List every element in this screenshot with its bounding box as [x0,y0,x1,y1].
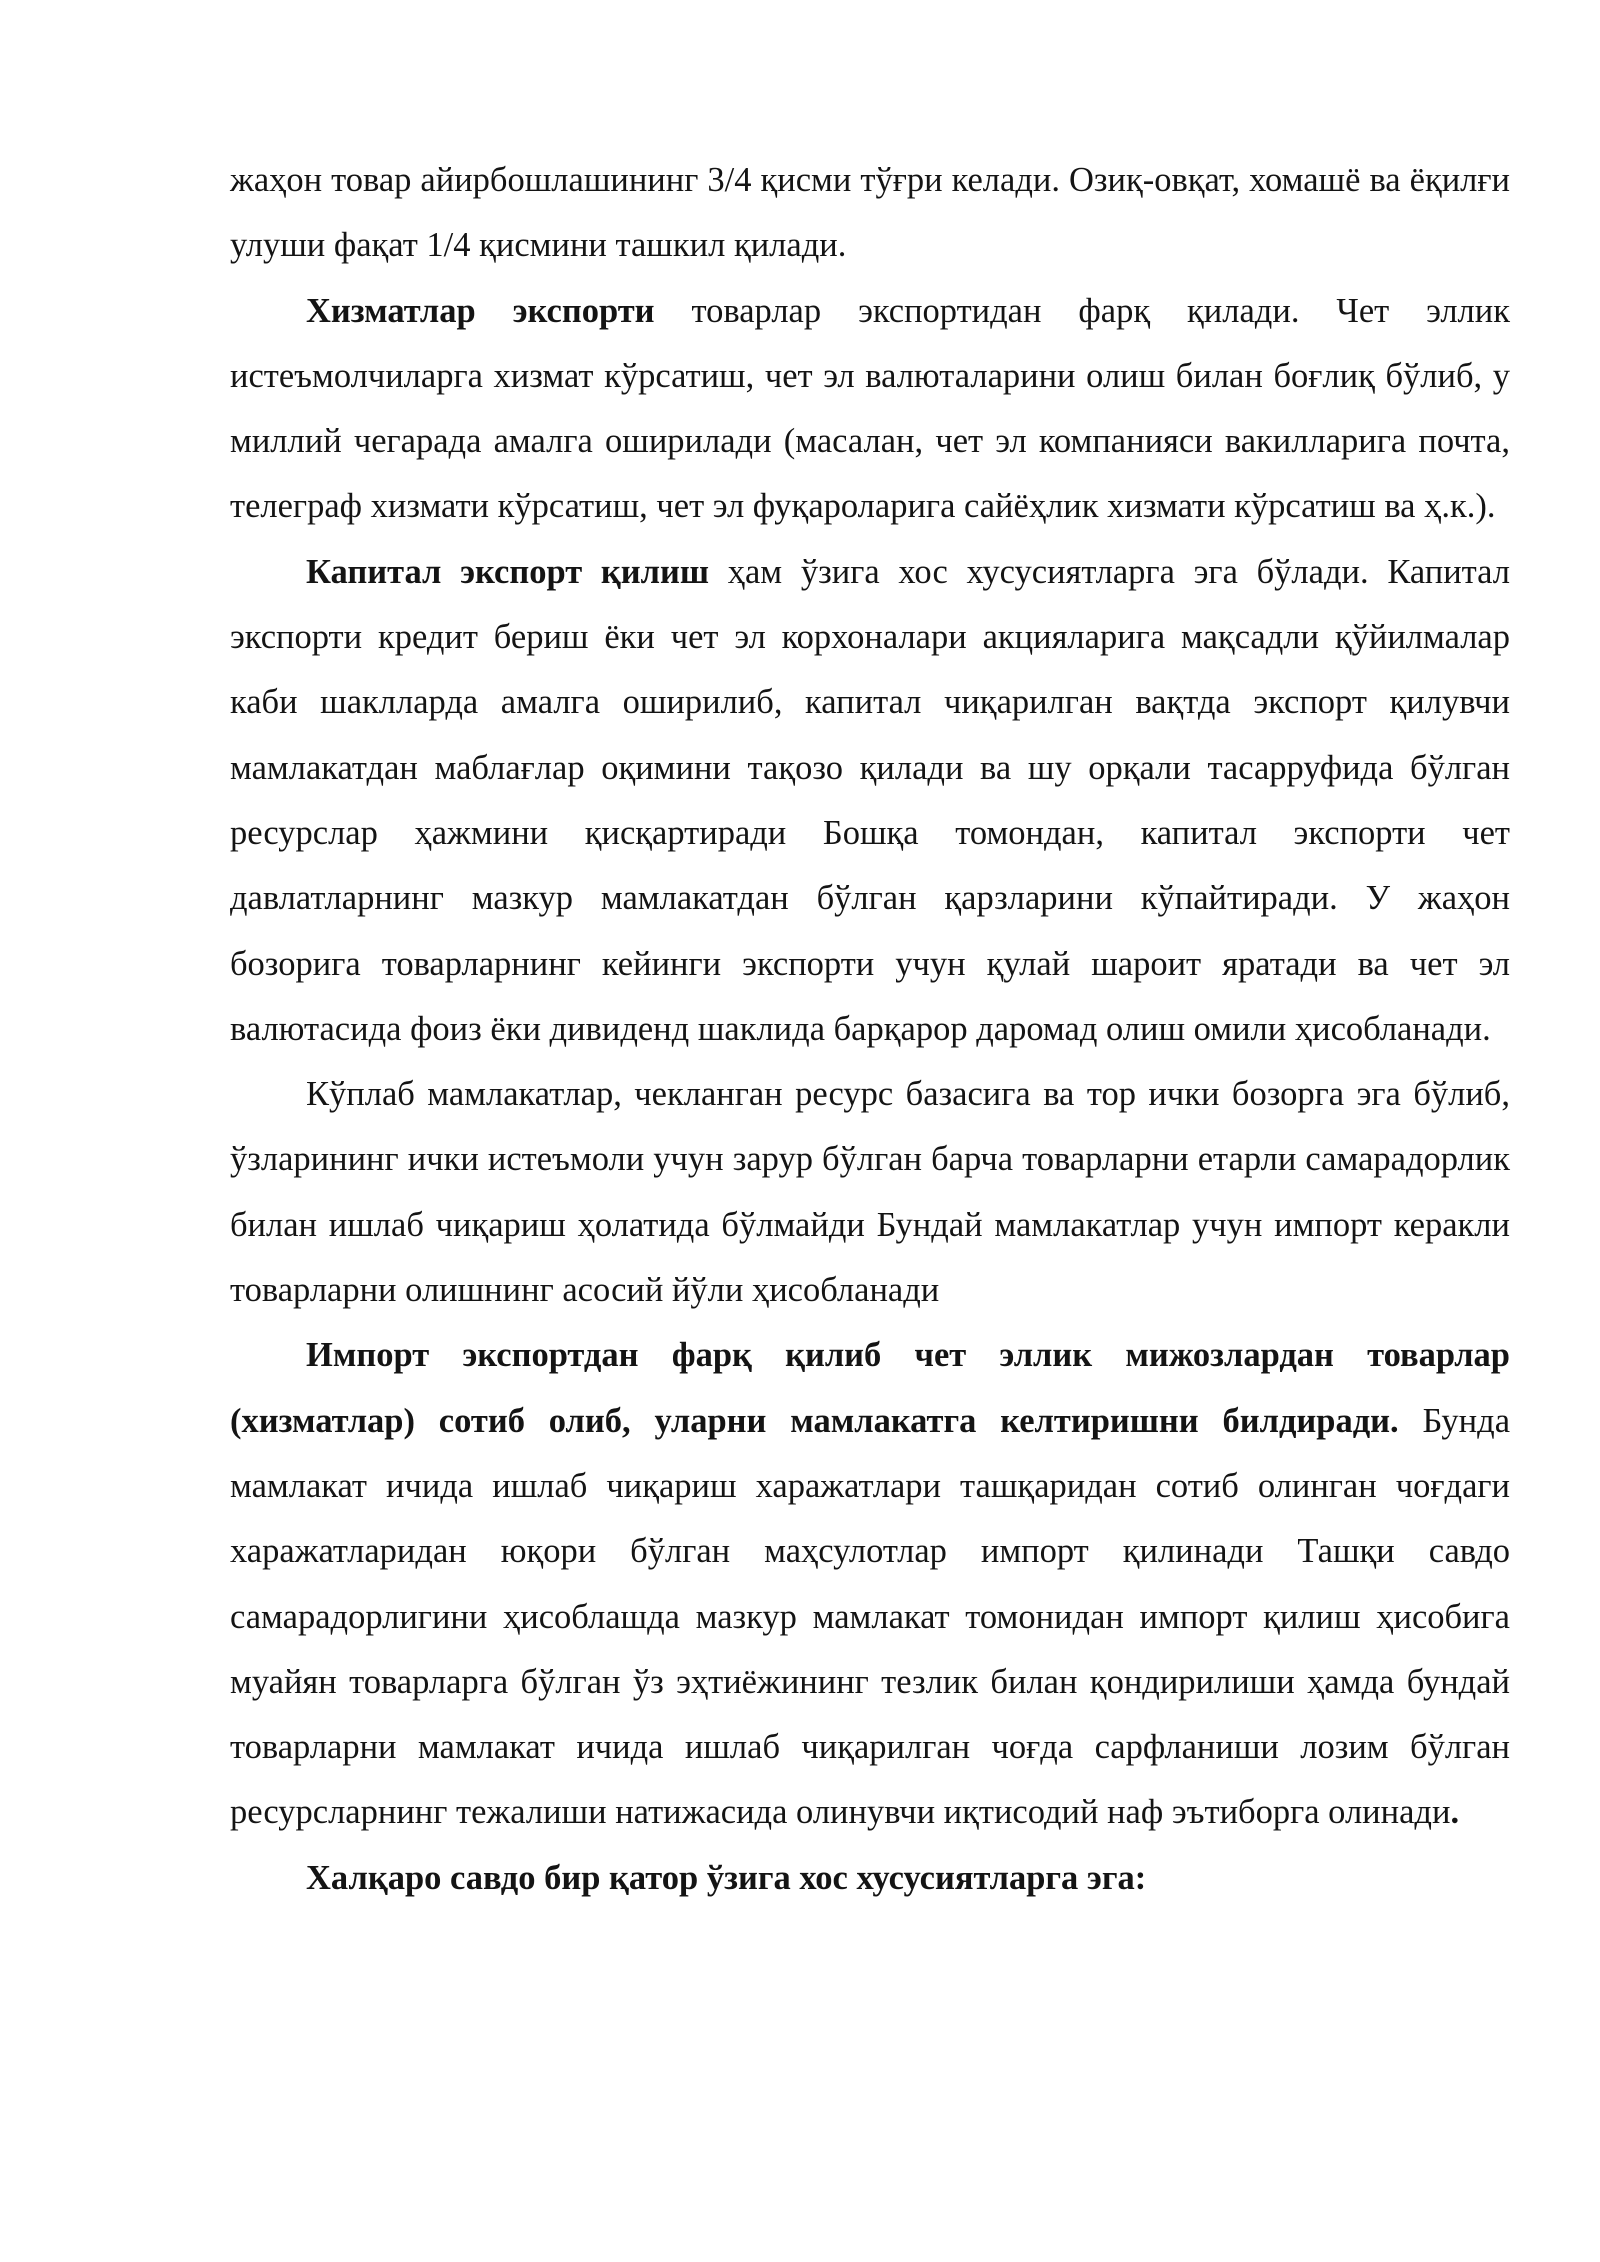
closing-period: . [1450,1793,1460,1832]
paragraph-text: товарлар экспортидан фарқ қилади. Чет эллик истеъмолчиларга хизмат кўрсатиш, чет эл валюталарини олиш билан боғлиқ бўлиб, у миллий чегарада амалга оширилади (масалан, чет эл компанияси вакилларига почта, телеграф хизмати кўрсатиш, чет эл фуқароларига сайёҳлик хизмати кўрсатиш ва ҳ.к.). [230,291,1510,526]
paragraph-5 [230,1323,1510,1845]
paragraph-1 [230,148,1510,279]
body-text [230,148,1510,1911]
paragraph-text: Кўплаб мамлакатлар, чекланган ресурс базасига ва тор ички бозорга эга бўлиб, ўзларининг ички истеъмоли учун зарур бўлган барча товарларни етарли самарадорлик билан ишлаб чиқариш ҳолатида бўлмайди Бундай мамлакатлар учун импорт керакли товарларни олишнинг асосий йўли ҳисобланади [230,1075,1510,1310]
section-heading: Халқаро савдо бир қатор ўзига хос хусусиятларга эга: [306,1858,1147,1897]
paragraph-2 [230,279,1510,540]
term-services-export: Хизматлар экспорти [306,291,655,330]
paragraph-text: ҳам ўзига хос хусусиятларга эга бўлади. Капитал экспорти кредит бериш ёки чет эл корхоналари акцияларига мақсадли қўйилмалар каби шаклларда амалга оширилиб, капитал чиқарилган вақтда экспорт қилувчи мамлакатдан маблағлар оқимини тақозо қилади ва шу орқали тасарруфида бўлган ресурслар ҳажмини қисқартиради Бошқа томондан, капитал экспорти чет давлатларнинг мазкур мамлакатдан бўлган қарзларини кўпайтиради. У жаҳон бозорига товарларнинг кейинги экспорти учун қулай шароит яратади ва чет эл валютасида фоиз ёки дивиденд шаклида барқарор даромад олиш омили ҳисобланади. [230,552,1510,1048]
term-import-definition: Импорт экспортдан фарқ қилиб чет эллик мижозлардан товарлар (хизматлар) сотиб олиб, уларни мамлакатга келтиришни билдиради. [230,1336,1510,1440]
paragraph-3 [230,540,1510,1062]
paragraph-6 [230,1846,1510,1911]
term-capital-export: Капитал экспорт қилиш [306,552,710,591]
paragraph-text: Бунда мамлакат ичида ишлаб чиқариш харажатлари ташқаридан сотиб олинган чоғдаги харажатларидан юқори бўлган маҳсулотлар импорт қилинади Ташқи савдо самарадорлигини ҳисоблашда мазкур мамлакат томонидан импорт қилиш ҳисобига муайян товарларга бўлган ўз эҳтиёжининг тезлик билан қондирилиши ҳамда бундай товарларни мамлакат ичида ишлаб чиқарилган чоғда сарфланиши лозим бўлган ресурсларнинг тежалиши натижасида олинувчи иқтисодий наф эътиборга олинади [230,1401,1511,1832]
paragraph-text: жаҳон товар айирбошлашининг 3/4 қисми тўғри келади. Озиқ-овқат, хомашё ва ёқилғи улуши фақат 1/4 қисмини ташкил қилади. [230,161,1510,265]
paragraph-4 [230,1062,1510,1323]
